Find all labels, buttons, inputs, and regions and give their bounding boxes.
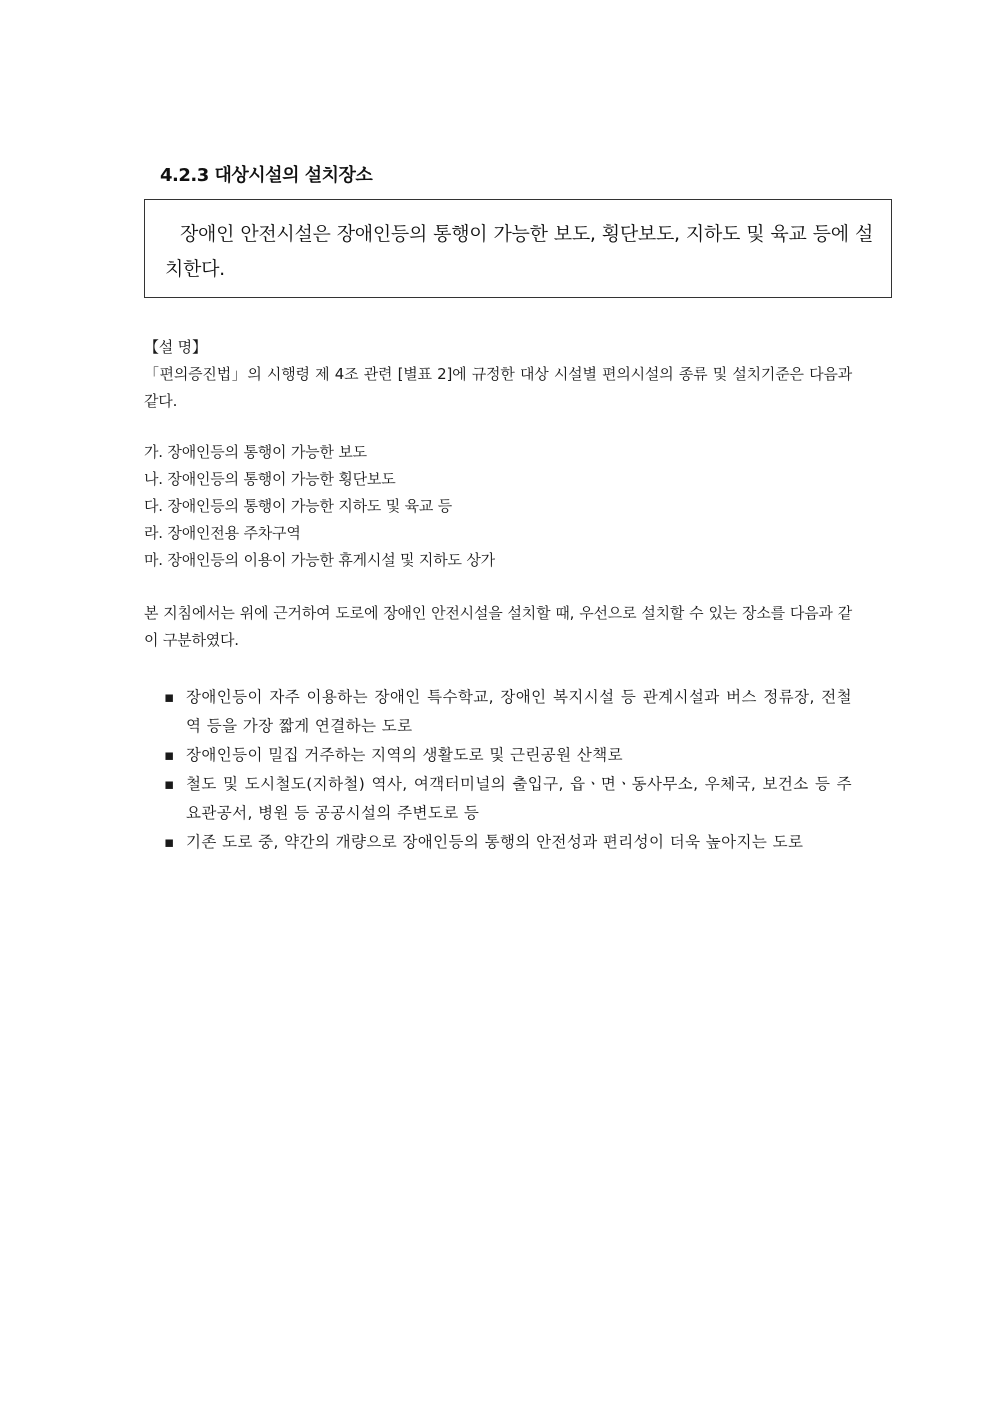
criteria-text: 본 지침에서는 위에 근거하여 도로에 장애인 안전시설을 설치할 때, 우선으로 설치할 수 있는 장소를 다음과 같이 구분하였다.	[144, 604, 852, 649]
bullet-text: 장애인등이 자주 이용하는 장애인 특수학교, 장애인 복지시설 등 관계시설과 버스 정류장, 전철역 등을 가장 짧게 연결하는 도로	[186, 688, 852, 735]
section-heading: 4.2.3 대상시설의 설치장소	[160, 165, 373, 186]
intro-text: 「편의증진법」의 시행령 제 4조 관련 [별표 2]에 규정한 대상 시설별 편의시설의 종류 및 설치기준은 다음과 같다.	[144, 365, 852, 410]
explanation-label: 【설 명】	[144, 338, 207, 356]
bullet-text: 철도 및 도시철도(지하철) 역사, 여객터미널의 출입구, 읍ㆍ면ㆍ동사무소, 우체국, 보건소 등 주요관공서, 병원 등 공공시설의 주변도로 등	[186, 775, 852, 822]
bullet-item	[160, 828, 852, 857]
bullet-icon: ▪	[164, 833, 175, 851]
criteria-paragraph	[144, 600, 852, 654]
explanation-intro	[144, 361, 852, 415]
bullet-text: 장애인등이 밀집 거주하는 지역의 생활도로 및 근린공원 산책로	[186, 746, 623, 764]
list-item: 마. 장애인등의 이용이 가능한 휴게시설 및 지하도 상가	[144, 551, 495, 569]
list-item: 다. 장애인등의 통행이 가능한 지하도 및 육교 등	[144, 497, 453, 515]
bullet-text: 기존 도로 중, 약간의 개량으로 장애인등의 통행의 안전성과 편리성이 더욱 높아지는 도로	[186, 833, 804, 851]
bullet-icon: ▪	[164, 746, 175, 764]
bullet-item	[160, 741, 852, 770]
bullet-item	[160, 770, 852, 828]
facility-list	[144, 439, 852, 574]
bullet-item	[160, 683, 852, 741]
list-item: 가. 장애인등의 통행이 가능한 보도	[144, 443, 367, 461]
bullet-icon: ▪	[164, 775, 175, 793]
rule-text: 장애인 안전시설은 장애인등의 통행이 가능한 보도, 횡단보도, 지하도 및 육교 등에 설치한다.	[165, 223, 873, 280]
list-item: 나. 장애인등의 통행이 가능한 횡단보도	[144, 470, 396, 488]
list-item: 라. 장애인전용 주차구역	[144, 524, 301, 542]
rule-box	[144, 199, 892, 298]
location-bullet-list	[160, 683, 852, 857]
bullet-icon: ▪	[164, 688, 175, 706]
